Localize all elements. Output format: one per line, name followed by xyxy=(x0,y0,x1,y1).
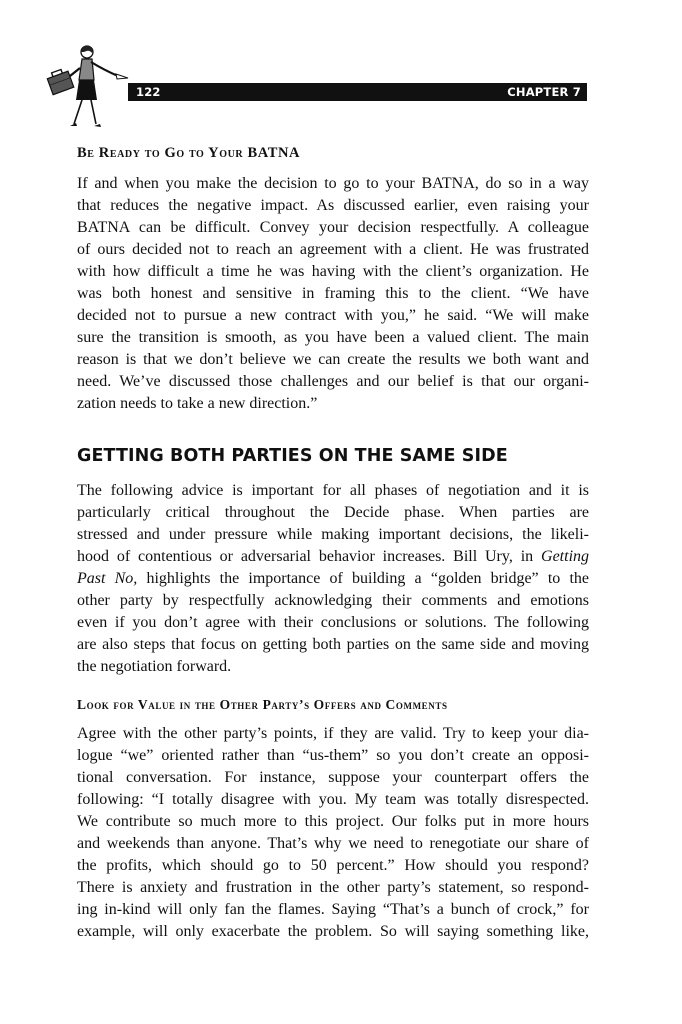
text-line: If and when you make the decision to go to your BATNA, do so in a way xyxy=(77,175,589,192)
text-line: was both honest and sensitive in framing this to the client. “We have xyxy=(77,285,589,302)
text-line: and weekends than anyone. That’s why we need to renegotiate our share of xyxy=(77,835,589,852)
text-line: of ours decided not to reach an agreement with a client. He was frustrated xyxy=(77,241,589,258)
text-line: Agree with the other party’s points, if they are valid. Try to keep your dia- xyxy=(77,725,589,742)
text-line: particularly critical throughout the Decide phase. When parties are xyxy=(77,504,589,521)
paragraph-batna xyxy=(77,173,589,415)
paragraph-same-side xyxy=(77,480,589,678)
text-line: following: “I totally disagree with you. My team was totally disrespected. xyxy=(77,791,589,808)
text-line: decided not to pursue a new contract with you,” he said. “We will make xyxy=(77,307,589,324)
page-number: 122 xyxy=(136,85,161,99)
text-line: logue “we” oriented rather than “us-them” so you don’t create an opposi- xyxy=(77,747,589,764)
book-title-part-2: Past No, xyxy=(77,570,138,587)
text-line: need. We’ve discussed those challenges and our belief is that our organi- xyxy=(77,373,589,390)
text-line: stressed and under pressure while making important decisions, the likeli- xyxy=(77,526,589,543)
text-line: the profits, which should go to 50 percent.” How should you respond? xyxy=(77,857,589,874)
paragraph-look-for-value xyxy=(77,723,589,943)
text-line: There is anxiety and frustration in the other party’s statement, so respond- xyxy=(77,879,589,896)
text-line: zation needs to take a new direction.” xyxy=(77,395,318,412)
text-line: ing in-kind will only fan the flames. Saying “That’s a bunch of crock,” for xyxy=(77,901,589,918)
text-line: are also steps that focus on getting both parties on the same side and moving xyxy=(77,636,589,653)
book-title-part-1: Getting xyxy=(541,548,590,565)
text-line: BATNA can be difficult. Convey your decision respectfully. A colleague xyxy=(77,219,589,236)
chapter-label: CHAPTER 7 xyxy=(507,85,581,99)
text-line xyxy=(77,568,589,590)
text-line: reason is that we don’t believe we can create the results we both want and xyxy=(77,351,589,368)
text-line: with how difficult a time he was having with the client’s organization. He xyxy=(77,263,589,280)
businesswoman-with-briefcase-icon xyxy=(44,44,134,134)
text-line: tional conversation. For instance, suppose your counterpart offers the xyxy=(77,769,589,786)
text-line: The following advice is important for all phases of negotiation and it is xyxy=(77,482,589,499)
running-header-bar xyxy=(128,83,587,101)
text-line: that reduces the negative impact. As discussed earlier, even raising your xyxy=(77,197,589,214)
text-line: We contribute so much more to this project. Our folks put in more hours xyxy=(77,813,589,830)
text-fragment: hood of contentious or adversarial behavior increases. Bill Ury, in xyxy=(77,548,534,565)
text-line: sure the transition is smooth, as you have been a valued client. The main xyxy=(77,329,589,346)
text-line xyxy=(77,546,589,568)
text-line: other party by respectfully acknowledging their comments and emotions xyxy=(77,592,589,609)
section-heading-batna: Be Ready to Go to Your BATNA xyxy=(77,145,301,161)
text-line: example, will only exacerbate the problem. So will saying something like, xyxy=(77,923,589,940)
text-line: even if you don’t agree with their conclusions or solutions. The following xyxy=(77,614,589,631)
text-line: the negotiation forward. xyxy=(77,658,232,675)
section-heading-look-for-value: Look for Value in the Other Party’s Offers and Comments xyxy=(77,697,448,712)
section-heading-same-side: GETTING BOTH PARTIES ON THE SAME SIDE xyxy=(77,446,508,466)
text-fragment: highlights the importance of building a “golden bridge” to the xyxy=(137,570,589,587)
